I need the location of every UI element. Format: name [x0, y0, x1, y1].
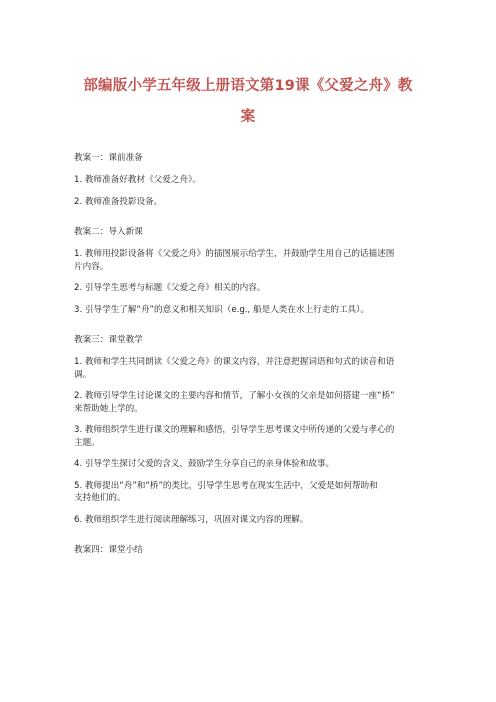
list-item: 2. 教师引导学生讨论课文的主要内容和情节，了解小女孩的父亲是如何搭建一座“桥” 来帮助她上学的。: [74, 391, 395, 414]
list-item: 1. 教师用投影设备将《父爱之舟》的插图展示给学生，并鼓励学生用自己的话描述图 片内容。: [74, 249, 395, 272]
list-item: 1. 教师准备好教材《父爱之舟》。: [74, 175, 201, 185]
section-heading: 教案四：课堂小结: [74, 545, 143, 555]
section-classroom-teaching: [74, 334, 422, 526]
list-item: 6. 教师组织学生进行阅读理解练习，巩固对课文内容的理解。: [74, 514, 309, 525]
list-item: 3. 教师组织学生进行课文的理解和感悟，引导学生思考课文中所传递的父爱与孝心的 主题。: [74, 425, 395, 448]
list-item: 4. 引导学生探讨父爱的含义，鼓励学生分享自己的亲身体验和故事。: [74, 459, 335, 469]
section-heading: 教案一：课前准备: [74, 153, 143, 163]
section-heading: 教案三：课堂教学: [74, 335, 143, 345]
list-item: 3. 引导学生了解“舟”的意义和相关知识（e.g., 船是人类在水上行走的工具）。: [74, 304, 370, 315]
list-item: 2. 教师准备投影设备。: [74, 196, 163, 207]
section-introduction: [74, 226, 422, 316]
section-lesson-prep: [74, 152, 422, 208]
list-item: 5. 教师提出“舟”和“桥”的类比，引导学生思考在现实生活中，父爱是如何帮助和 支持他们的。: [74, 480, 378, 503]
section-heading: 教案二：导入新课: [74, 227, 143, 237]
list-item: 2. 引导学生思考与标题《父爱之舟》相关的内容。: [74, 283, 266, 293]
list-item: 1. 教师和学生共同朗读《父爱之舟》的课文内容，并注意把握词语和句式的读音和语 调。: [74, 357, 395, 380]
title-line-1: 部编版小学五年级上册语文第19课《父爱之舟》教: [83, 78, 413, 94]
document-title: [74, 0, 422, 133]
section-summary: [74, 544, 422, 556]
title-line-2: 案: [240, 109, 256, 125]
